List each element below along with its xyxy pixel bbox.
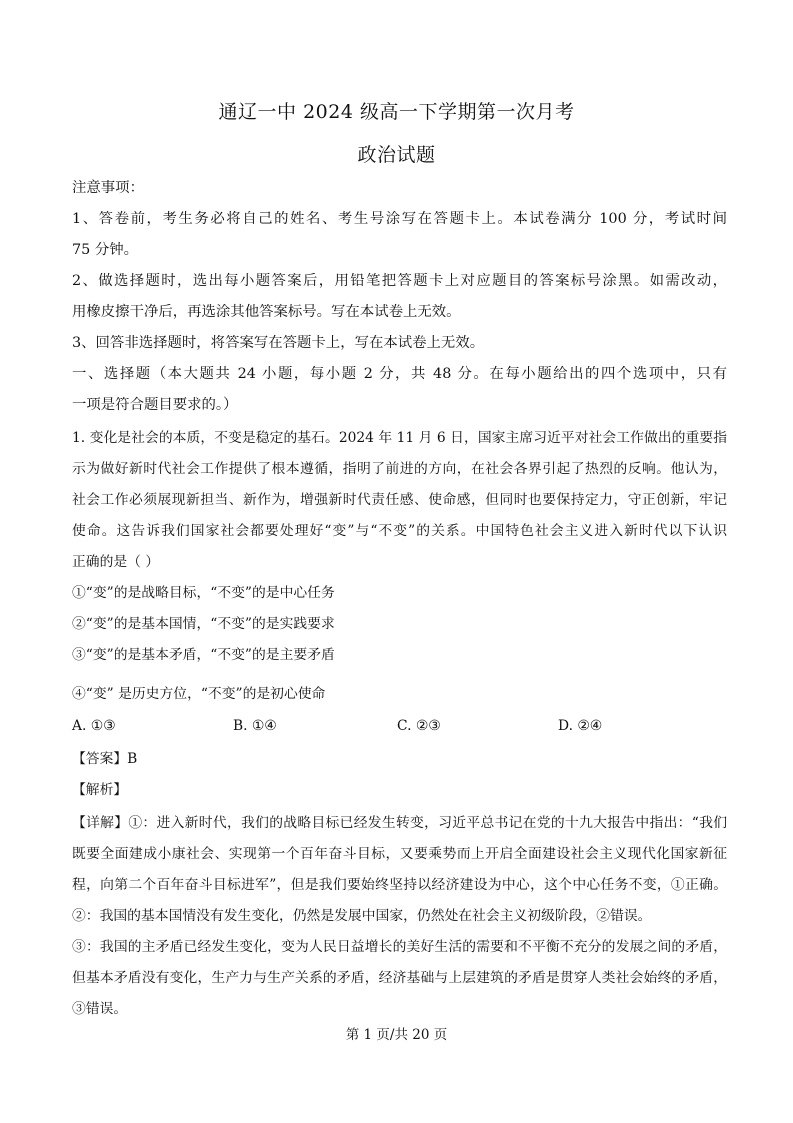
option-d: D. ②④ [558, 718, 603, 734]
statement-4: ④“变” 是历史方位，“不变”的是初心使命 [72, 686, 326, 702]
option-a: A. ①③ [72, 718, 116, 734]
exam-title: 通辽一中 2024 级高一下学期第一次月考 [218, 101, 575, 123]
detail-line-4: ②：我国的基本国情没有发生变化，仍然是发展中国家，仍然处在社会主义初级阶段，②错误。 [72, 908, 652, 924]
option-c: C. ②③ [397, 718, 441, 734]
detail-line-7: ③错误。 [72, 1001, 128, 1017]
detail-line-2: 既要全面建成小康社会、实现第一个百年奋斗目标，又要乘势而上开启全面建设社会主义现代化国家新征 [72, 846, 727, 862]
detail-line-6: 但基本矛盾没有变化，生产力与生产关系的矛盾，经济基础与上层建筑的矛盾是贯穿人类社会始终的矛盾， [72, 970, 727, 986]
statement-1: ①“变”的是战略目标，“不变”的是中心任务 [72, 585, 335, 601]
question-1-stem-line-2: 示为做好新时代社会工作提供了根本遵循，指明了前进的方向，在社会各界引起了热烈的反响。他认为， [72, 461, 727, 477]
page-footer: 第 1 页/共 20 页 [345, 1027, 448, 1043]
statement-2: ②“变”的是基本国情，“不变”的是实践要求 [72, 616, 335, 632]
notice-heading: 注意事项： [72, 180, 144, 196]
section-heading-line-2: 一项是符合题目要求的。） [72, 397, 238, 413]
exam-subtitle: 政治试题 [357, 144, 436, 166]
notice-item-1-line-2: 75 分钟。 [72, 242, 139, 258]
question-1-stem-line-3: 社会工作必须展现新担当、新作为，增强新时代责任感、使命感，但同时也要保持定力，守正创新，牢记 [72, 492, 727, 508]
option-b: B. ①④ [233, 718, 277, 734]
detail-line-1: 【详解】①：进入新时代，我们的战略目标已经发生转变，习近平总书记在党的十九大报告中指出：“我们 [72, 815, 727, 831]
notice-item-2-line-2: 用橡皮擦干净后，再选涂其他答案标号。写在本试卷上无效。 [72, 304, 461, 320]
answer-options [72, 718, 727, 738]
notice-item-2-line-1: 2、做选择题时，选出每小题答案后，用铅笔把答题卡上对应题目的答案标号涂黑。如需改动， [72, 273, 727, 289]
question-1-stem-line-1: 1. 变化是社会的本质，不变是稳定的基石。2024 年 11 月 6 日，国家主席习近平对社会工作做出的重要指 [72, 430, 727, 446]
notice-item-1-line-1: 1、答卷前，考生务必将自己的姓名、考生号涂写在答题卡上。本试卷满分 100 分，考试时间 [72, 211, 727, 227]
detail-line-5: ③：我国的主矛盾已经发生变化，变为人民日益增长的美好生活的需要和不平衡不充分的发展之间的矛盾， [72, 939, 727, 955]
detail-line-3: 程，向第二个百年奋斗目标进军”，但是我们要始终坚持以经济建设为中心，这个中心任务不变，①正确。 [72, 877, 727, 893]
statement-3: ③“变”的是基本矛盾，“不变”的是主要矛盾 [72, 647, 335, 663]
question-1-stem-line-4: 使命。这告诉我们国家社会都要处理好“变”与“不变”的关系。中国特色社会主义进入新时代以下认识 [72, 523, 727, 539]
answer-line: 【答案】B [72, 751, 138, 767]
analysis-label: 【解析】 [72, 782, 128, 798]
section-heading-line-1: 一、选择题（本大题共 24 小题，每小题 2 分，共 48 分。在每小题给出的四个选项中，只有 [72, 366, 727, 382]
question-1-stem-line-5: 正确的是（ ） [72, 554, 160, 570]
notice-item-3: 3、回答非选择题时，将答案写在答题卡上，写在本试卷上无效。 [72, 335, 485, 351]
